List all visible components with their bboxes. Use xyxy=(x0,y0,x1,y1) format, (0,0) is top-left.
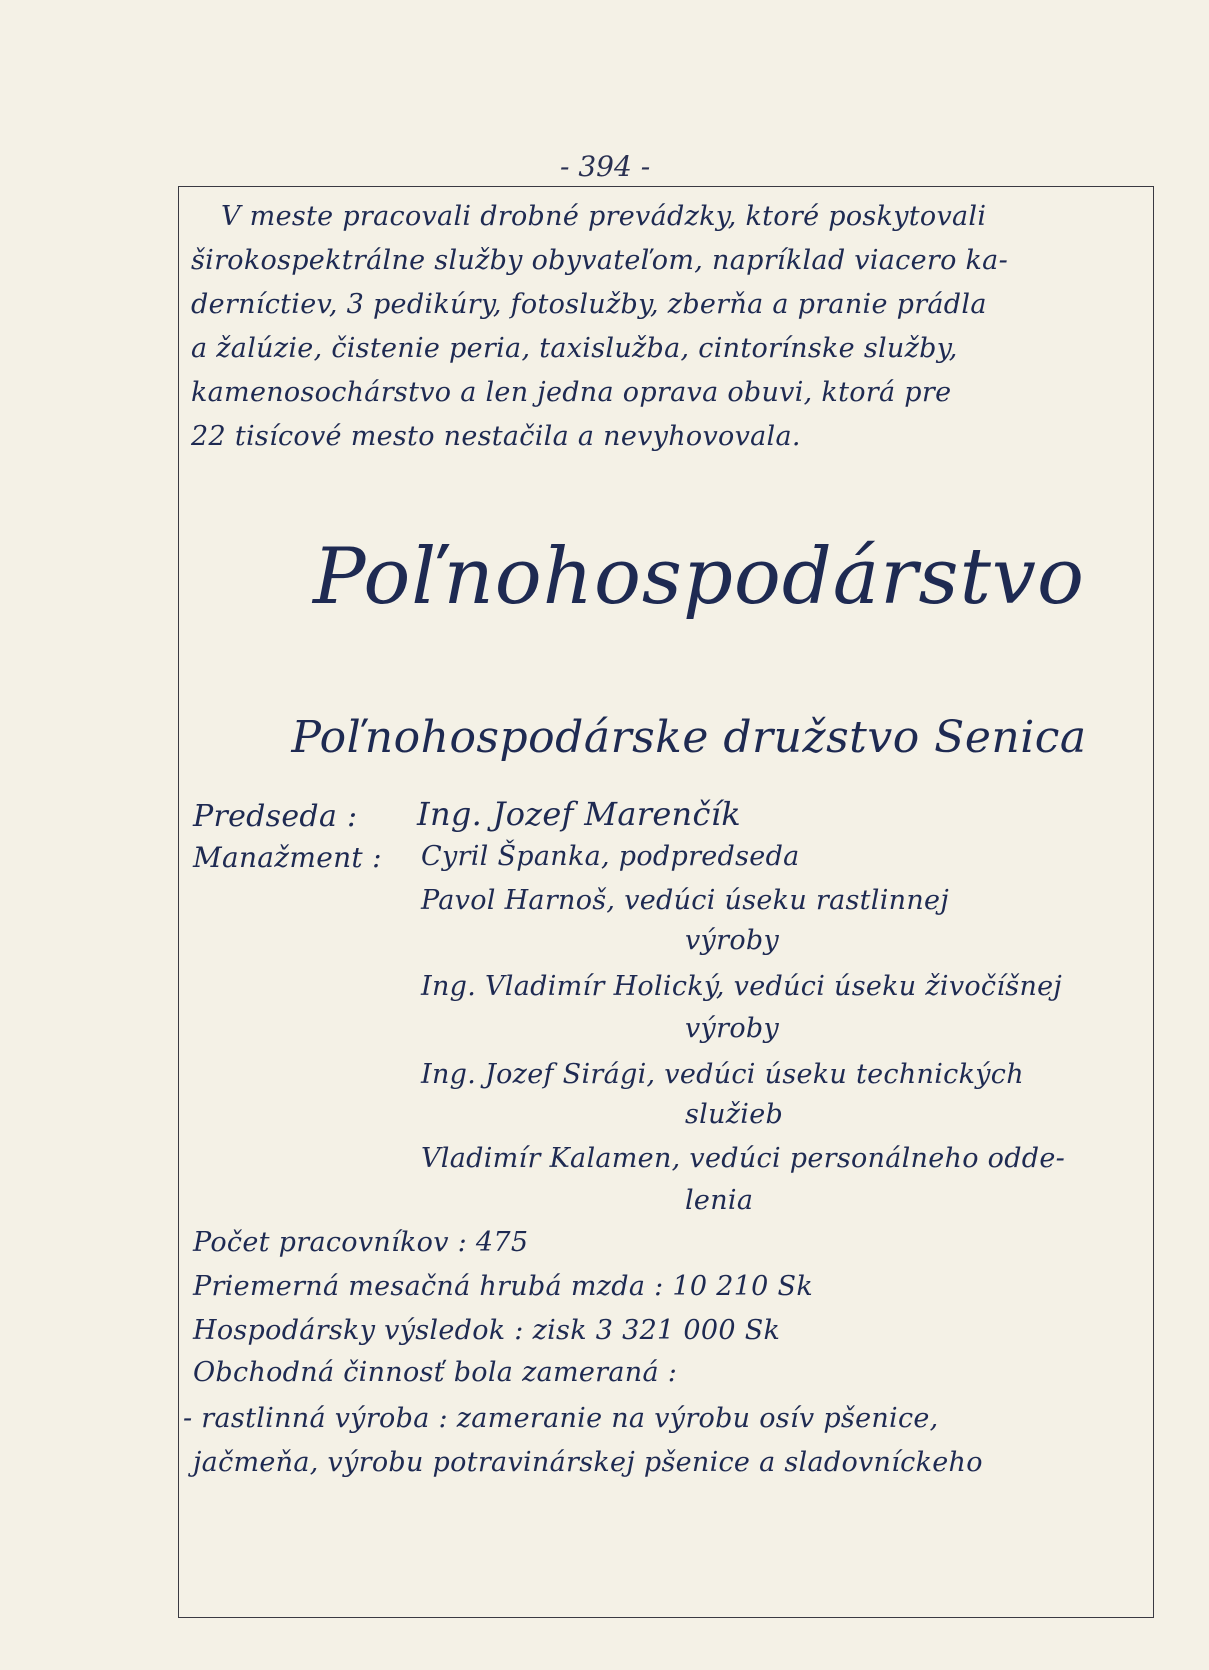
manager-2: Pavol Harnoš, vedúci úseku rastlinnej xyxy=(421,885,950,916)
activity-line-2: jačmeňa, výrobu potravinárskej pšenice a sladovníckeho xyxy=(193,1447,983,1478)
manager-3-cont: výroby xyxy=(685,1013,780,1044)
management-label: Manažment : xyxy=(193,841,382,874)
manager-1: Cyril Španka, podpredseda xyxy=(421,841,800,872)
subsection-heading: Poľnohospodárske družstvo Senica xyxy=(291,712,1087,763)
intro-line-1: V meste pracovali drobné prevádzky, ktoré poskytovali xyxy=(221,201,987,232)
manager-4-cont: služieb xyxy=(685,1099,784,1130)
intro-line-6: 22 tisícové mesto nestačila a nevyhovovala. xyxy=(191,421,801,452)
manager-5-cont: lenia xyxy=(685,1185,754,1216)
economic-result: Hospodársky výsledok : zisk 3 321 000 Sk xyxy=(193,1315,781,1346)
average-wage: Priemerná mesačná hrubá mzda : 10 210 Sk xyxy=(193,1271,814,1302)
business-activity: Obchodná činnosť bola zameraná : xyxy=(193,1357,678,1388)
manager-4: Ing. Jozef Sirági, vedúci úseku technických xyxy=(421,1059,1024,1090)
intro-line-3: derníctiev, 3 pedikúry, fotoslužby, zberňa a pranie prádla xyxy=(191,289,987,320)
chairman-name: Ing. Jozef Marenčík xyxy=(417,795,741,833)
manager-3: Ing. Vladimír Holický, vedúci úseku živočíšnej xyxy=(421,971,1063,1002)
activity-line-1: - rastlinná výroba : zameranie na výrobu osív pšenice, xyxy=(183,1403,939,1434)
intro-line-5: kamenosochárstvo a len jedna oprava obuvi, ktorá pre xyxy=(191,377,952,408)
page-number: - 394 - xyxy=(560,150,651,183)
manager-5: Vladimír Kalamen, vedúci personálneho odde- xyxy=(421,1143,1066,1174)
page-frame xyxy=(178,186,1154,1618)
intro-line-2: širokospektrálne služby obyvateľom, napríklad viacero ka- xyxy=(191,245,1009,276)
section-heading: Poľnohospodárstvo xyxy=(313,532,1085,622)
document-body xyxy=(179,187,1153,1617)
manager-2-cont: výroby xyxy=(685,925,780,956)
intro-line-4: a žalúzie, čistenie peria, taxislužba, cintorínske služby, xyxy=(191,333,958,364)
employee-count: Počet pracovníkov : 475 xyxy=(193,1227,529,1258)
chairman-label: Predseda : xyxy=(193,799,358,834)
